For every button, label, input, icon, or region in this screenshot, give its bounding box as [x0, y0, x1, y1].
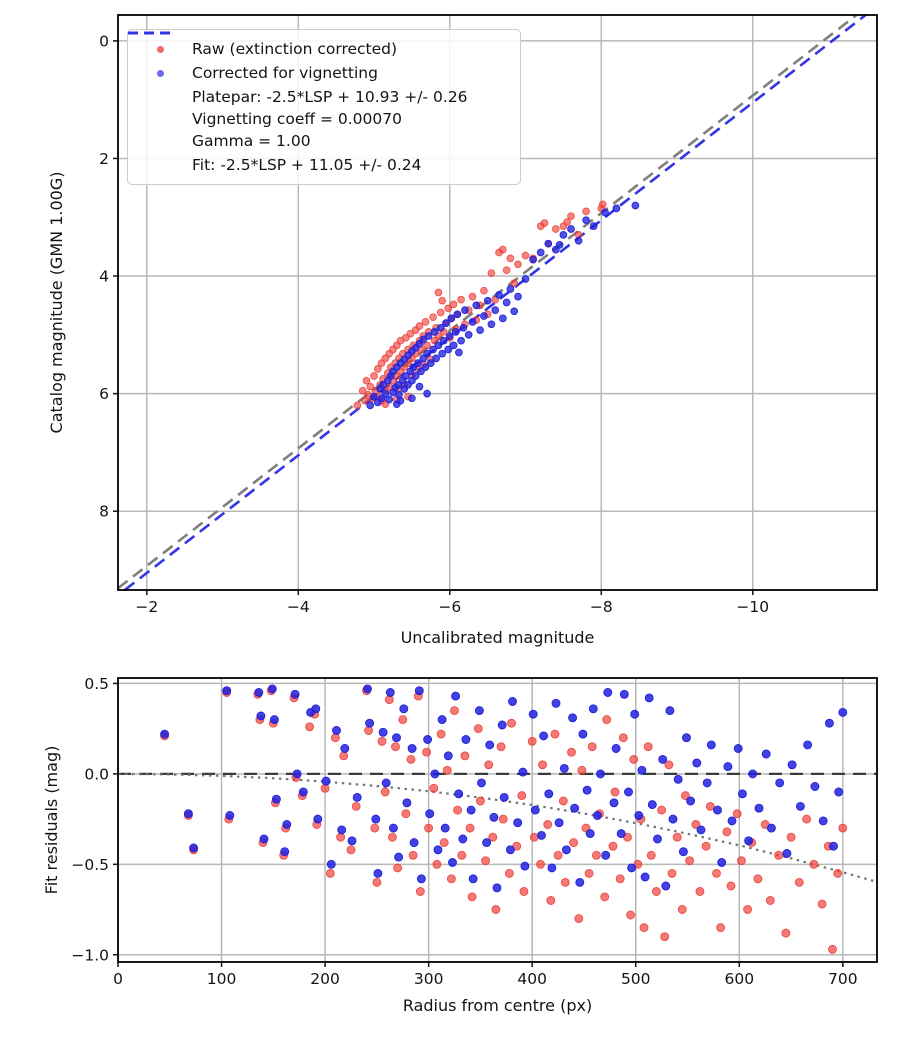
y-tick-label: 0.0	[84, 765, 109, 784]
legend-label: Raw (extinction corrected)	[192, 40, 398, 58]
legend-item-platepar-line	[128, 86, 512, 152]
legend-dot-marker	[128, 70, 192, 77]
legend-label: Platepar: -2.5*LSP + 10.93 +/- 0.26 Vignetting coeff = 0.00070 Gamma = 1.00	[192, 88, 468, 150]
x-tick-label: 700	[828, 970, 858, 988]
x-tick-label: 100	[206, 970, 237, 988]
residuals-chart	[42, 675, 877, 1015]
x-tick-label: 0	[113, 970, 123, 988]
x-tick-label: 500	[620, 970, 651, 988]
x-tick-label: 300	[413, 970, 444, 988]
x-tick-label: −6	[438, 598, 462, 616]
x-tick-label: −8	[589, 598, 613, 616]
y-tick-label: 0.5	[84, 674, 109, 693]
x-tick-label: −10	[736, 598, 770, 616]
legend-item-corrected-points	[128, 62, 512, 84]
legend-item-fit-line	[128, 154, 512, 176]
legend-label: Corrected for vignetting	[192, 64, 378, 82]
x-axis-label: Uncalibrated magnitude	[400, 628, 595, 647]
y-tick-label: 6	[99, 385, 109, 404]
y-tick-label: −1.0	[71, 946, 109, 965]
y-tick-label: −0.5	[71, 855, 109, 874]
x-tick-label: 600	[724, 970, 755, 988]
y-tick-label: 4	[99, 267, 109, 286]
y-tick-label: 8	[99, 502, 109, 521]
x-tick-label: −4	[286, 598, 310, 616]
y-tick-label: 2	[99, 149, 109, 168]
y-axis-label: Catalog magnitude (GMN 1.00G)	[47, 171, 66, 434]
legend-dot-marker	[128, 46, 192, 53]
y-axis-label: Fit residuals (mag)	[42, 745, 61, 895]
x-tick-label: 200	[310, 970, 340, 988]
x-tick-label: −2	[135, 598, 159, 616]
x-tick-label: 400	[517, 970, 547, 988]
legend	[127, 29, 521, 185]
legend-label: Fit: -2.5*LSP + 11.05 +/- 0.24	[192, 156, 422, 174]
vignetting-corrected-points	[367, 202, 639, 409]
legend-item-raw-points	[128, 38, 512, 60]
x-axis-label: Radius from centre (px)	[402, 996, 593, 1015]
y-tick-label: 0	[99, 32, 109, 51]
